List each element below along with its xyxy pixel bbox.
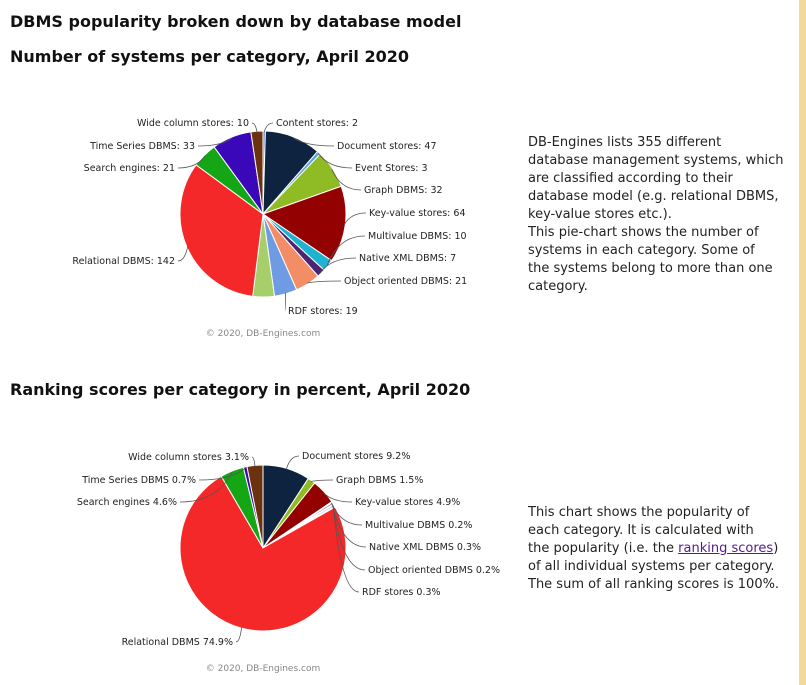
desc-line: are classified according to their <box>528 171 733 186</box>
slice-label-rdf-stores-0-3: RDF stores 0.3% <box>362 587 441 598</box>
slice-label-native-xml-dbms-7: Native XML DBMS: 7 <box>359 253 457 264</box>
slice-label-relational-dbms-142: Relational DBMS: 142 <box>72 256 175 267</box>
slice-label-event-stores-3: Event Stores: 3 <box>355 163 428 174</box>
right-edge-bar <box>799 0 806 685</box>
copyright-label: © 2020, DB-Engines.com <box>205 664 321 674</box>
leader-line <box>236 627 242 642</box>
copyright-label: © 2020, DB-Engines.com <box>205 329 321 339</box>
desc-line: DB-Engines lists 355 different <box>528 135 722 150</box>
leader-line <box>285 293 286 311</box>
slice-label-object-oriented-dbms-0-2: Object oriented DBMS 0.2% <box>368 565 501 576</box>
desc-line: This chart shows the popularity of <box>528 505 750 520</box>
slice-label-search-engines-4-6: Search engines 4.6% <box>76 497 177 508</box>
desc-line: category. <box>528 279 588 294</box>
slice-label-graph-dbms-1-5: Graph DBMS 1.5% <box>336 475 424 486</box>
page-title: DBMS popularity broken down by database model <box>10 12 462 31</box>
slice-label-document-stores-9-2: Document stores 9.2% <box>302 451 411 462</box>
slice-label-rdf-stores-19: RDF stores: 19 <box>288 306 358 317</box>
pie-chart-ranking <box>0 435 520 680</box>
description-systems <box>528 134 790 296</box>
slice-label-key-value-stores-4-9: Key-value stores 4.9% <box>355 497 461 508</box>
slice-label-wide-column-stores-3-1: Wide column stores 3.1% <box>128 452 249 463</box>
desc-text: ) <box>773 541 779 556</box>
slice-label-multivalue-dbms-10: Multivalue DBMS: 10 <box>368 231 467 242</box>
ranking-scores-link[interactable]: ranking scores <box>678 541 774 556</box>
leader-line <box>178 246 188 261</box>
slice-label-key-value-stores-64: Key-value stores: 64 <box>369 208 466 219</box>
slice-label-multivalue-dbms-0-2: Multivalue DBMS 0.2% <box>365 520 473 531</box>
slice-label-time-series-dbms-33: Time Series DBMS: 33 <box>90 141 195 152</box>
slice-label-content-stores-2: Content stores: 2 <box>276 118 359 129</box>
leader-line <box>344 213 366 225</box>
leader-line <box>252 457 255 466</box>
slice-label-relational-dbms-74-9: Relational DBMS 74.9% <box>121 637 233 648</box>
desc-line: of all individual systems per category. <box>528 559 775 574</box>
slice-label-graph-dbms-32: Graph DBMS: 32 <box>364 185 443 196</box>
description-ranking <box>528 504 790 594</box>
slice-label-object-oriented-dbms-21: Object oriented DBMS: 21 <box>344 276 468 287</box>
slice-label-search-engines-21: Search engines: 21 <box>83 163 175 174</box>
desc-line: This pie-chart shows the number of <box>528 225 759 240</box>
leader-line <box>286 456 299 469</box>
desc-text: the popularity (i.e. the <box>528 541 679 556</box>
desc-line: the systems belong to more than one <box>528 261 773 276</box>
desc-line <box>528 540 790 558</box>
slice-label-wide-column-stores-10: Wide column stores: 10 <box>137 118 249 129</box>
slice-label-native-xml-dbms-0-3: Native XML DBMS 0.3% <box>369 542 482 553</box>
desc-line: each category. It is calculated with <box>528 523 754 538</box>
desc-line: systems in each category. Some of <box>528 243 755 258</box>
slice-label-document-stores-47: Document stores: 47 <box>337 141 437 152</box>
desc-line: The sum of all ranking scores is 100%. <box>528 577 780 592</box>
desc-line: key-value stores etc.). <box>528 207 672 222</box>
desc-line: database management systems, which <box>528 153 784 168</box>
desc-line: database model (e.g. relational DBMS, <box>528 189 779 204</box>
slice-label-time-series-dbms-0-7: Time Series DBMS 0.7% <box>82 475 196 486</box>
pie-chart-systems <box>0 100 520 345</box>
leader-line <box>311 480 333 482</box>
section-title-systems: Number of systems per category, April 2020 <box>10 47 409 66</box>
section-title-ranking: Ranking scores per category in percent, April 2020 <box>10 380 471 399</box>
